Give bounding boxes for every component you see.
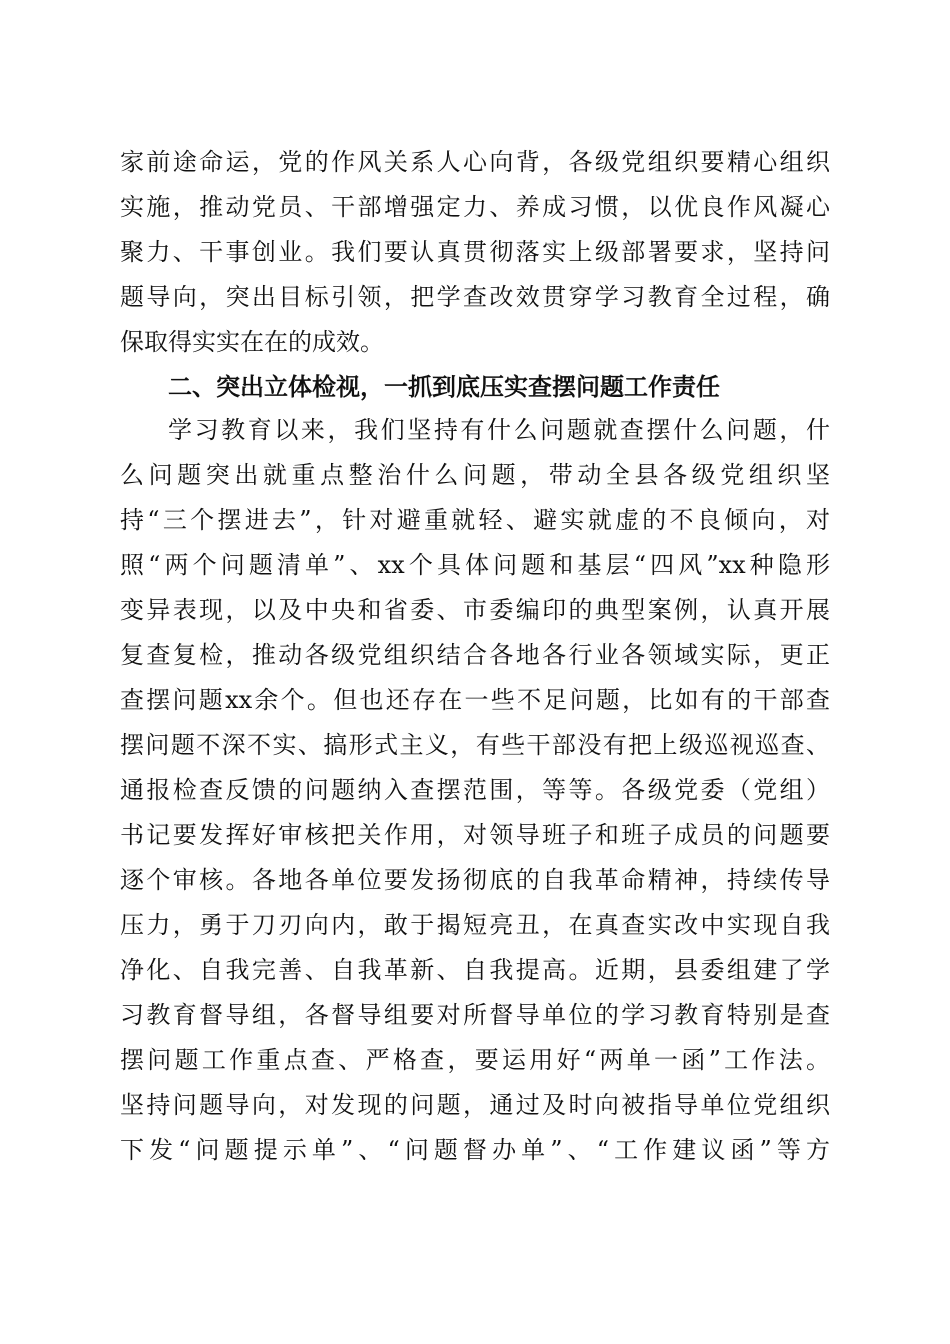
- text-line: 逐个审核。各地各单位要发扬彻底的自我革命精神，持续传导: [120, 866, 830, 894]
- text-line: 么问题突出就重点整治什么问题，带动全县各级党组织坚: [120, 461, 830, 489]
- text-line: 聚力、干事创业。我们要认真贯彻落实上级部署要求，坚持问: [120, 238, 830, 266]
- text-line: 查摆问题xx余个。但也还存在一些不足问题，比如有的干部查: [120, 686, 830, 714]
- text-line: 摆问题不深不实、搞形式主义，有些干部没有把上级巡视巡查、: [120, 731, 830, 759]
- text-line: 坚持问题导向，对发现的问题，通过及时向被指导单位党组织: [120, 1091, 830, 1119]
- text-line: 题导向，突出目标引领，把学查改效贯穿学习教育全过程，确: [120, 283, 830, 311]
- section-heading: 二、突出立体检视，一抓到底压实查摆问题工作责任: [168, 373, 720, 401]
- text-line: 通报检查反馈的问题纳入查摆范围，等等。各级党委（党组）: [120, 776, 830, 804]
- text-line: 压力，勇于刀刃向内，敢于揭短亮丑，在真查实改中实现自我: [120, 911, 830, 939]
- text-line: 实施，推动党员、干部增强定力、养成习惯，以优良作风凝心: [120, 193, 830, 221]
- text-line: 家前途命运，党的作风关系人心向背，各级党组织要精心组织: [120, 148, 830, 176]
- text-line: 下发“问题提示单”、“问题督办单”、“工作建议函”等方: [120, 1136, 830, 1164]
- text-line: 复查复检，推动各级党组织结合各地各行业各领域实际，更正: [120, 641, 830, 669]
- text-line: 学习教育以来，我们坚持有什么问题就查摆什么问题，什: [168, 416, 830, 444]
- text-line: 习教育督导组，各督导组要对所督导单位的学习教育特别是查: [120, 1001, 830, 1029]
- text-line: 净化、自我完善、自我革新、自我提高。近期，县委组建了学: [120, 956, 830, 984]
- text-line: 照“两个问题清单”、xx个具体问题和基层“四风”xx种隐形: [120, 551, 830, 579]
- text-line: 变异表现，以及中央和省委、市委编印的典型案例，认真开展: [120, 596, 830, 624]
- text-line: 摆问题工作重点查、严格查，要运用好“两单一函”工作法。: [120, 1046, 830, 1074]
- text-line: 书记要发挥好审核把关作用，对领导班子和班子成员的问题要: [120, 821, 830, 849]
- text-line: 保取得实实在在的成效。: [120, 328, 384, 356]
- text-line: 持“三个摆进去”，针对避重就轻、避实就虚的不良倾向，对: [120, 506, 830, 534]
